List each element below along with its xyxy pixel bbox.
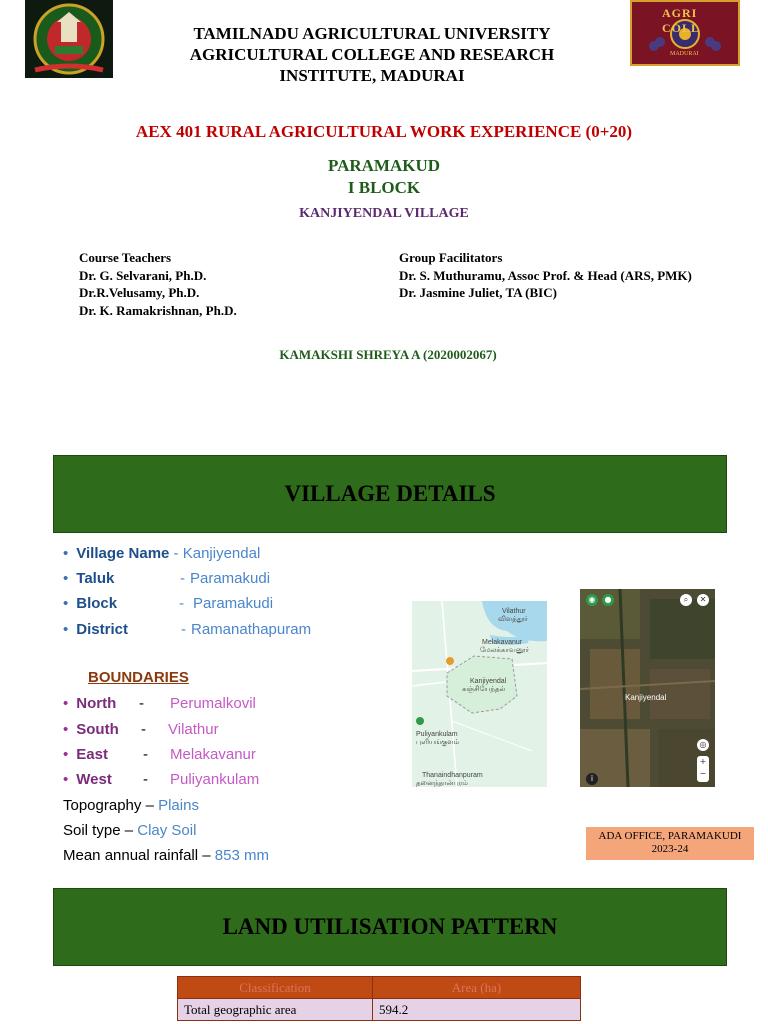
locate-icon[interactable]: ◎ — [697, 739, 709, 751]
detail-item: • Taluk - Paramakudi — [63, 570, 271, 587]
map-label: Thanaindhanpuram — [422, 772, 483, 779]
boundary-item: • West - Puliyankulam — [63, 771, 260, 788]
map-label: Puliyankulam — [416, 731, 458, 738]
ada-office-year: 2023-24 — [651, 843, 689, 855]
teachers-heading: Course Teachers — [79, 250, 172, 265]
boundaries-heading: BOUNDARIES — [88, 669, 189, 686]
section-title: VILLAGE DETAILS — [284, 481, 496, 506]
village-name-title: KANJIYENDAL VILLAGE — [299, 206, 469, 221]
map-label: கஞ்சியேந்தல் — [462, 686, 506, 693]
university-name-line1: TAMILNADU AGRICULTURAL UNIVERSITY — [193, 24, 551, 43]
location-line2: I BLOCK — [347, 178, 421, 197]
teacher-name: Dr.R.Velusamy, Ph.D. — [79, 285, 200, 300]
village-street-map — [412, 601, 547, 787]
college-logo — [630, 0, 740, 66]
boundary-item: • South - Vilathur — [63, 721, 219, 738]
facilitator-name: Dr. Jasmine Juliet, TA (BIC) — [399, 285, 557, 300]
section-title: LAND UTILISATION PATTERN — [222, 914, 558, 939]
village-satellite-map — [580, 589, 715, 787]
student-name: KAMAKSHI SHREYA A (2020002067) — [279, 347, 497, 362]
info-icon[interactable]: i — [586, 773, 598, 785]
ada-office-box — [586, 827, 754, 860]
soil-type-item: Soil type – Clay Soil — [63, 822, 197, 839]
detail-item: • District - Ramanathapuram — [63, 621, 312, 638]
map-label: Kanjiyendal — [625, 693, 667, 702]
map-label: Vilathur — [502, 608, 526, 615]
map-label: விளத்தூர் — [498, 616, 528, 623]
column-header: Area (ha) — [373, 977, 581, 999]
zoom-controls[interactable]: + − — [697, 756, 709, 782]
location-line1: PARAMAKUD — [327, 156, 441, 175]
column-header: Classification — [178, 977, 373, 999]
table-header-row — [178, 977, 581, 999]
map-label: Kanjiyendal — [470, 678, 507, 685]
facilitator-name: Dr. S. Muthuramu, Assoc Prof. & Head (ARS, PMK) — [399, 267, 692, 283]
topography-item: Topography – Plains — [63, 797, 199, 814]
map-location-icon[interactable]: ◉ — [586, 594, 598, 606]
map-pin-icon[interactable]: ● — [602, 594, 614, 606]
rainfall-item: Mean annual rainfall – 853 mm — [63, 847, 269, 864]
land-utilisation-table — [177, 976, 581, 1021]
map-label: புளியங்குளம் — [416, 739, 460, 746]
detail-item: • Block - Paramakudi — [63, 595, 274, 612]
course-teachers — [79, 249, 237, 319]
course-title: AEX 401 RURAL AGRICULTURAL WORK EXPERIENCE (0+20) — [135, 122, 633, 141]
search-icon[interactable]: ⌕ — [680, 594, 692, 606]
table-cell: 594.2 — [373, 999, 581, 1021]
university-name-line3: INSTITUTE, MADURAI — [279, 66, 465, 85]
teacher-name: Dr. K. Ramakrishnan, Ph.D. — [79, 302, 237, 318]
boundary-item: • East - Melakavanur — [63, 746, 256, 763]
university-logo — [25, 0, 113, 78]
detail-item: • Village Name - Kanjiyendal — [63, 545, 261, 562]
section-banner-land-utilisation — [53, 888, 727, 966]
map-label: தனைந்தான்புரம் — [416, 780, 468, 787]
table-cell: Total geographic area — [178, 999, 373, 1021]
boundary-item: • North - Perumalkovil — [63, 695, 256, 712]
map-label: Melakavanur — [482, 639, 523, 646]
map-label: மேலக்காவனூர் — [480, 647, 530, 654]
facilitators-heading: Group Facilitators — [399, 250, 503, 265]
logo-subtext: MADURAI — [670, 51, 699, 57]
logo-text: AGRI COLL — [662, 6, 701, 35]
section-banner-village-details — [53, 455, 727, 533]
group-facilitators — [399, 249, 692, 302]
university-name-line2: AGRICULTURAL COLLEGE AND RESEARCH — [189, 45, 555, 64]
ada-office-name: ADA OFFICE, PARAMAKUDI — [598, 830, 742, 842]
table-row — [178, 999, 581, 1021]
teacher-name: Dr. G. Selvarani, Ph.D. — [79, 267, 207, 283]
close-icon[interactable]: ✕ — [697, 594, 709, 606]
